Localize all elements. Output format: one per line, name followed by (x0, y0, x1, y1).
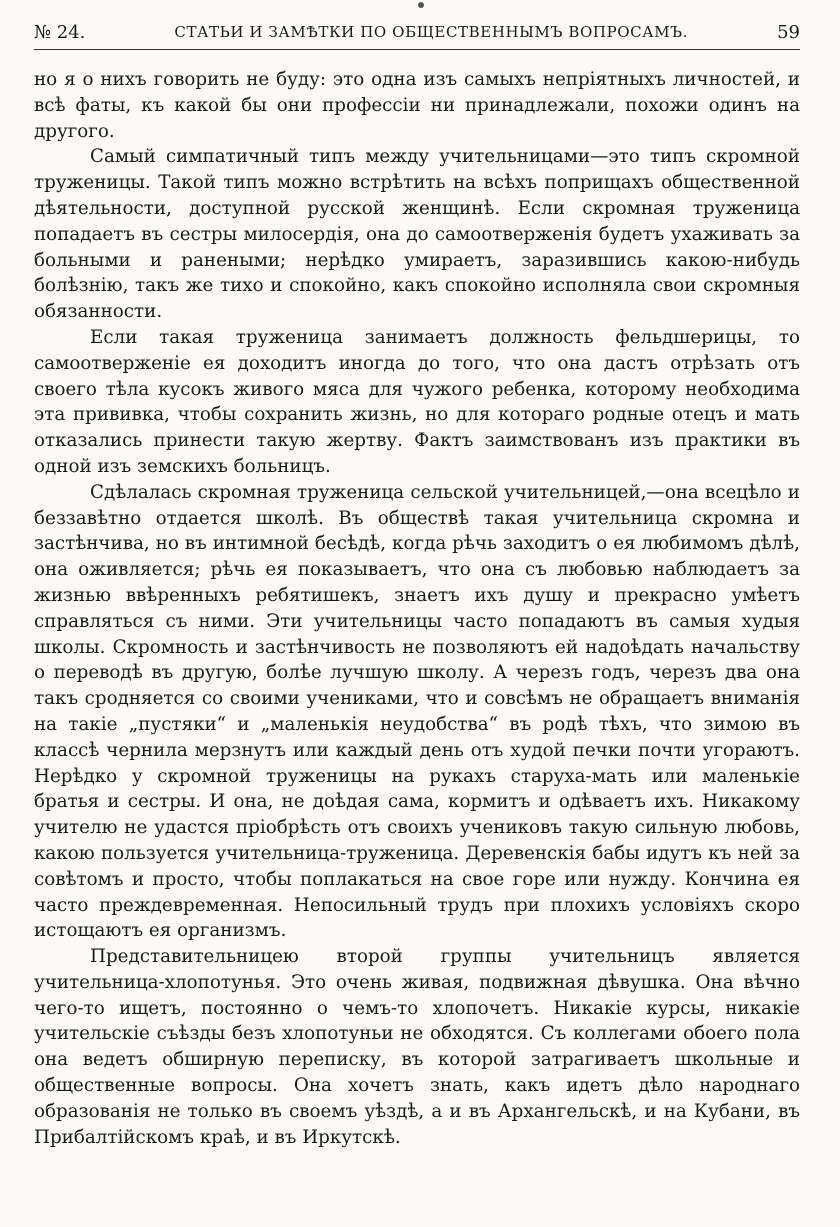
issue-number: № 24. (34, 21, 86, 43)
paragraph-5: Представительницею второй группы учительницъ является учительница-хлопотунья. Это очень живая, подвижная дѣвушка. Она вѣчно чего-то ищетъ, постоянно о чемъ-то хлопочетъ. Никакіе курсы, никакіе учительскіе съѣзды безъ хлопотуньи не обходятся. Съ коллегами обоего пола она ведетъ обширную переписку, въ которой затрагиваетъ школьные и общественные вопросы. Она хочетъ знать, какъ идетъ дѣло народнаго образованія не только въ своемъ уѣздѣ, а и въ Архангельскѣ, и на Кубани, въ Прибалтійскомъ краѣ, и въ Иркутскѣ. (34, 946, 800, 1148)
article-body (34, 67, 800, 1150)
section-title: СТАТЬИ И ЗАМѢТКИ ПО ОБЩЕСТВЕННЫМЪ ВОПРОСАМЪ. (174, 23, 689, 41)
ink-speck (418, 2, 424, 8)
page-number: 59 (777, 21, 800, 43)
running-header (34, 18, 800, 46)
paragraph-3: Если такая труженица занимаетъ должность фельдшерицы, то самоотверженіе ея доходитъ иногда до того, что она дастъ отрѣзать отъ своего тѣла кусокъ живого мяса для чужого ребенка, которому необходима эта прививка, чтобы сохранить жизнь, но для котораго родные отецъ и мать отказались принести такую жертву. Фактъ заимствованъ изъ практики въ одной изъ земскихъ больницъ. (34, 326, 800, 477)
paragraph-2: Самый симпатичный типъ между учительницами—это типъ скромной труженицы. Такой типъ можно встрѣтить на всѣхъ поприщахъ общественной дѣятельности, доступной русской женщинѣ. Если скромная труженица попадаетъ въ сестры милосердія, она до самоотверженія будетъ ухаживать за больными и ранеными; нерѣдко умираетъ, заразившись какою-нибудь болѣзнію, такъ же тихо и спокойно, какъ спокойно исполняла свои скромныя обязанности. (34, 146, 800, 323)
header-rule (34, 49, 800, 50)
paragraph-1: но я о нихъ говорить не буду: это одна изъ самыхъ непріятныхъ личностей, и всѣ фаты, къ какой бы они профессіи ни принадлежали, похожи одинъ на другого. (34, 69, 800, 142)
paragraph-4: Сдѣлалась скромная труженица сельской учительницей,—она всецѣло и беззавѣтно отдается школѣ. Въ обществѣ такая учительница скромна и застѣнчива, но въ интимной бесѣдѣ, когда рѣчь заходитъ о ея любимомъ дѣлѣ, она оживляется; рѣчь ея показываетъ, что она съ любовью наблюдаетъ за жизнью ввѣренныхъ ребятишекъ, знаетъ ихъ душу и прекрасно умѣетъ справляться съ ними. Эти учительницы часто попадаютъ въ самыя худыя школы. Скромность и застѣнчивость не позволяютъ ей надоѣдать начальству о переводѣ въ другую, болѣе лучшую школу. А черезъ годъ, черезъ два она такъ сродняется со своими учениками, что и совсѣмъ не обращаетъ вниманія на такіе „пустяки“ и „маленькія неудобства“ въ родѣ тѣхъ, что зимою въ классѣ чернила мерзнутъ или каждый день отъ худой печки почти угораютъ. Нерѣдко у скромной труженицы на рукахъ старуха-мать или маленькіе братья и сестры. И она, не доѣдая сама, кормитъ и одѣваетъ ихъ. Никакому учителю не удастся пріобрѣсть отъ своихъ учениковъ такую сильную любовь, какою пользуется учительница-труженица. Деревенскія бабы идутъ къ ней за совѣтомъ и просто, чтобы поплакаться на свое горе или нужду. Кончина ея часто преждевременная. Непосильный трудъ при плохихъ условіяхъ скоро истощаютъ ея организмъ. (34, 481, 800, 942)
